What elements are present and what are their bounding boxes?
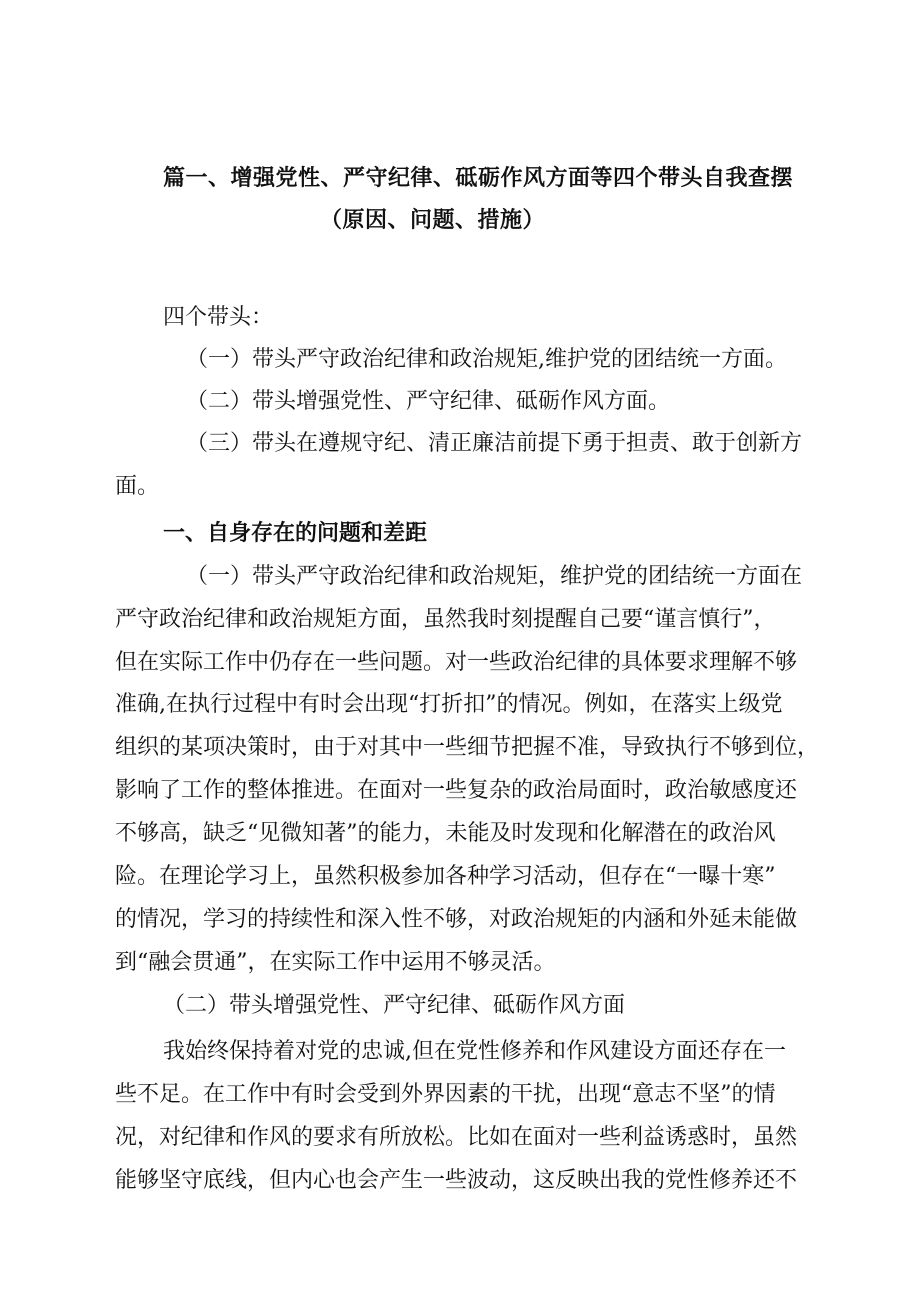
- paragraph-line: 些不足。在工作中有时会受到外界因素的干扰，出现“意志不坚”的情: [115, 1082, 776, 1107]
- intro-heading: 四个带头：: [163, 305, 274, 330]
- paragraph-line: 能够坚守底线，但内心也会产生一些波动，这反映出我的党性修养还不: [115, 1168, 798, 1193]
- document-title: 篇一、增强党性、严守纪律、砥砺作风方面等四个带头自我查摆: [163, 165, 794, 191]
- paragraph-line: 严守政治纪律和政治规矩方面，虽然我时刻提醒自己要“谨言慎行”，: [115, 607, 776, 632]
- subsection-heading: （二）带头增强党性、严守纪律、砥砺作风方面: [163, 993, 626, 1018]
- paragraph-line: 况，对纪律和作风的要求有所放松。比如在面对一些利益诱惑时，虽然: [115, 1125, 798, 1150]
- paragraph-line: 我始终保持着对党的忠诚,但在党性修养和作风建设方面还存在一: [163, 1039, 786, 1064]
- document-subtitle: （原因、问题、措施）: [320, 207, 546, 233]
- paragraph-line: 准确,在执行过程中有时会出现“打折扣”的情况。例如，在落实上级党: [115, 692, 783, 717]
- list-item-3-cont: 面。: [115, 474, 160, 499]
- list-item-3: （三）带头在遵规守纪、清正廉洁前提下勇于担责、敢于创新方: [186, 431, 803, 456]
- paragraph-line: 影响了工作的整体推进。在面对一些复杂的政治局面时，政治敏感度还: [115, 778, 798, 803]
- paragraph-line: 险。在理论学习上，虽然积极参加各种学习活动，但存在“一曝十寒”: [115, 864, 776, 889]
- paragraph-line: 到“融会贯通”，在实际工作中运用不够灵活。: [115, 950, 556, 975]
- paragraph-line: 组织的某项决策时，由于对其中一些细节把握不准，导致执行不够到位，: [115, 735, 820, 760]
- list-item-2: （二）带头增强党性、严守纪律、砥砺作风方面。: [186, 389, 671, 414]
- section-heading: 一、自身存在的问题和差距: [163, 520, 428, 546]
- paragraph-line: 的情况，学习的持续性和深入性不够，对政治规矩的内涵和外延未能做: [115, 907, 798, 932]
- paragraph-line: 但在实际工作中仍存在一些问题。对一些政治纪律的具体要求理解不够: [115, 650, 798, 675]
- paragraph-line: 不够高，缺乏“见微知著”的能力，未能及时发现和化解潜在的政治风: [115, 821, 776, 846]
- list-item-1: （一）带头严守政治纪律和政治规矩,维护党的团结统一方面。: [186, 347, 787, 372]
- paragraph-line: （一）带头严守政治纪律和政治规矩，维护党的团结统一方面在: [186, 564, 803, 589]
